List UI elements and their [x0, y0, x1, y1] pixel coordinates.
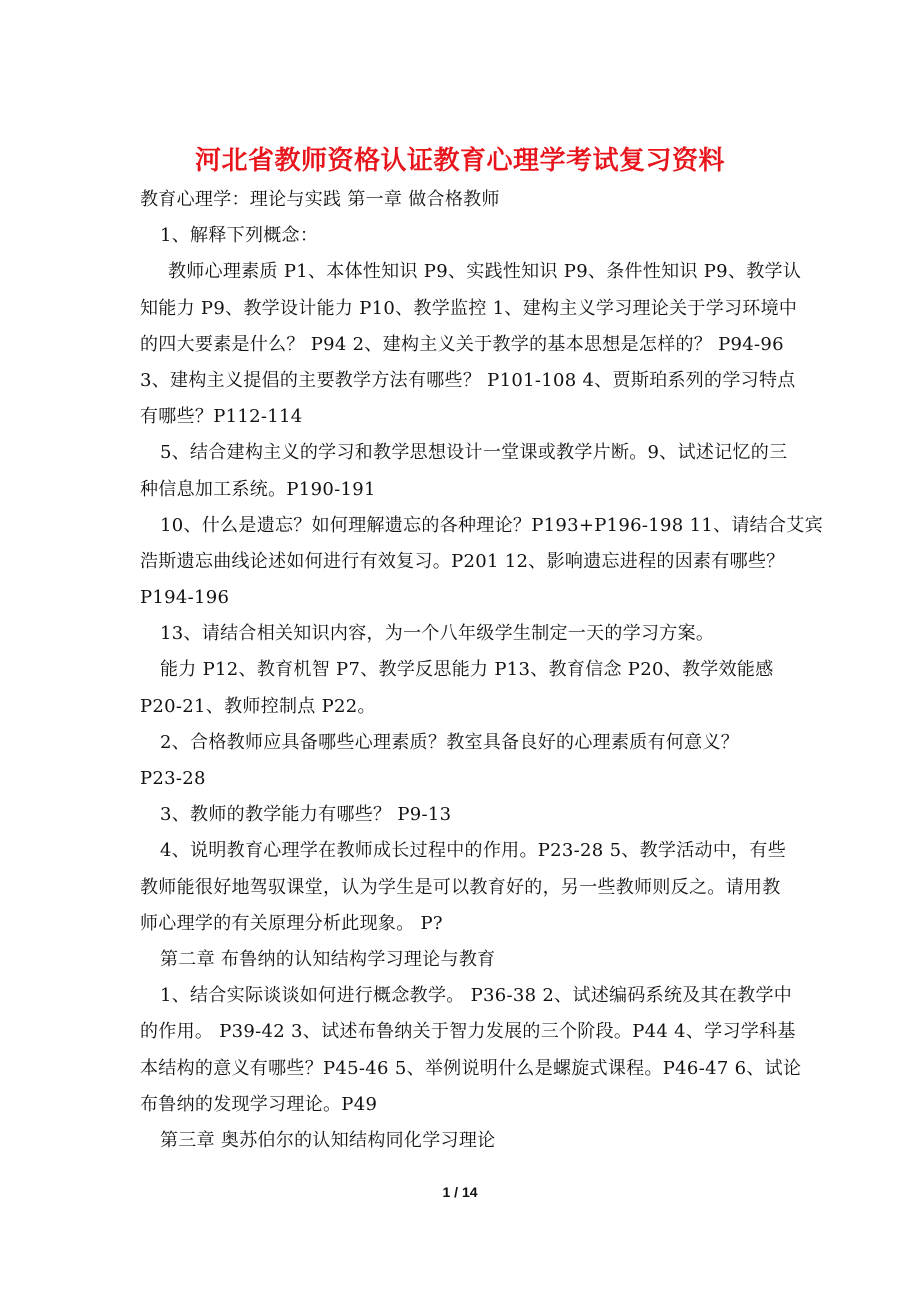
- text-line: 13、请结合相关知识内容，为一个八年级学生制定一天的学习方案。: [160, 623, 715, 645]
- text-line: 教师心理素质 P1、本体性知识 P9、实践性知识 P9、条件性知识 P9、教学认: [168, 261, 802, 283]
- text-line: 教育心理学：理论与实践 第一章 做合格教师: [140, 189, 500, 210]
- text-line: 师心理学的有关原理分析此现象。 P?: [140, 912, 443, 934]
- text-line: 3、建构主义提倡的主要教学方法有哪些？ P101-108 4、贾斯珀系列的学习特点: [140, 369, 796, 391]
- text-line: 1、解释下列概念：: [160, 225, 319, 247]
- text-line: 教师能很好地驾驭课堂，认为学生是可以教育好的，另一些教师则反之。请用教: [140, 876, 781, 898]
- text-line: 2、合格教师应具备哪些心理素质？教室具备良好的心理素质有何意义？: [160, 731, 740, 753]
- document-body: [140, 188, 823, 1165]
- text-line: 知能力 P9、教学设计能力 P10、教学监控 1、建构主义学习理论关于学习环境中: [140, 297, 798, 319]
- text-line: 种信息加工系统。P190-191: [140, 478, 376, 500]
- document-title: 河北省教师资格认证教育心理学考试复习资料: [194, 146, 725, 176]
- text-line: 有哪些？P112-114: [140, 406, 303, 428]
- text-line: 4、说明教育心理学在教师成长过程中的作用。P23-28 5、教学活动中，有些: [160, 840, 787, 862]
- text-line: P194-196: [140, 587, 230, 609]
- text-line: 10、什么是遗忘？如何理解遗忘的各种理论？P193+P196-198 11、请结合艾宾: [160, 514, 823, 536]
- text-line: 布鲁纳的发现学习理论。P49: [140, 1093, 378, 1115]
- text-line: P23-28: [140, 768, 206, 789]
- page-indicator: 1 / 14: [442, 1184, 478, 1200]
- text-line: 本结构的意义有哪些？P45-46 5、举例说明什么是螺旋式课程。P46-47 6、试论: [140, 1057, 802, 1079]
- text-line: 的作用。 P39-42 3、试述布鲁纳关于智力发展的三个阶段。P44 4、学习学科基: [140, 1021, 796, 1043]
- text-line: 1、结合实际谈谈如何进行概念教学。 P36-38 2、试述编码系统及其在教学中: [160, 985, 793, 1007]
- text-line: P20-21、教师控制点 P22。: [140, 695, 376, 717]
- text-line: 浩斯遗忘曲线论述如何进行有效复习。P201 12、影响遗忘进程的因素有哪些？: [140, 550, 785, 572]
- text-line: 5、结合建构主义的学习和教学思想设计一堂课或教学片断。9、试述记忆的三: [160, 442, 788, 464]
- text-line: 第二章 布鲁纳的认知结构学习理论与教育: [160, 948, 496, 970]
- text-line: 能力 P12、教育机智 P7、教学反思能力 P13、教育信念 P20、教学效能感: [160, 659, 774, 681]
- text-line: 第三章 奥苏伯尔的认知结构同化学习理论: [160, 1129, 496, 1151]
- text-line: 3、教师的教学能力有哪些？ P9-13: [160, 804, 452, 826]
- text-line: 的四大要素是什么？ P94 2、建构主义关于教学的基本思想是怎样的？ P94-96: [140, 333, 784, 355]
